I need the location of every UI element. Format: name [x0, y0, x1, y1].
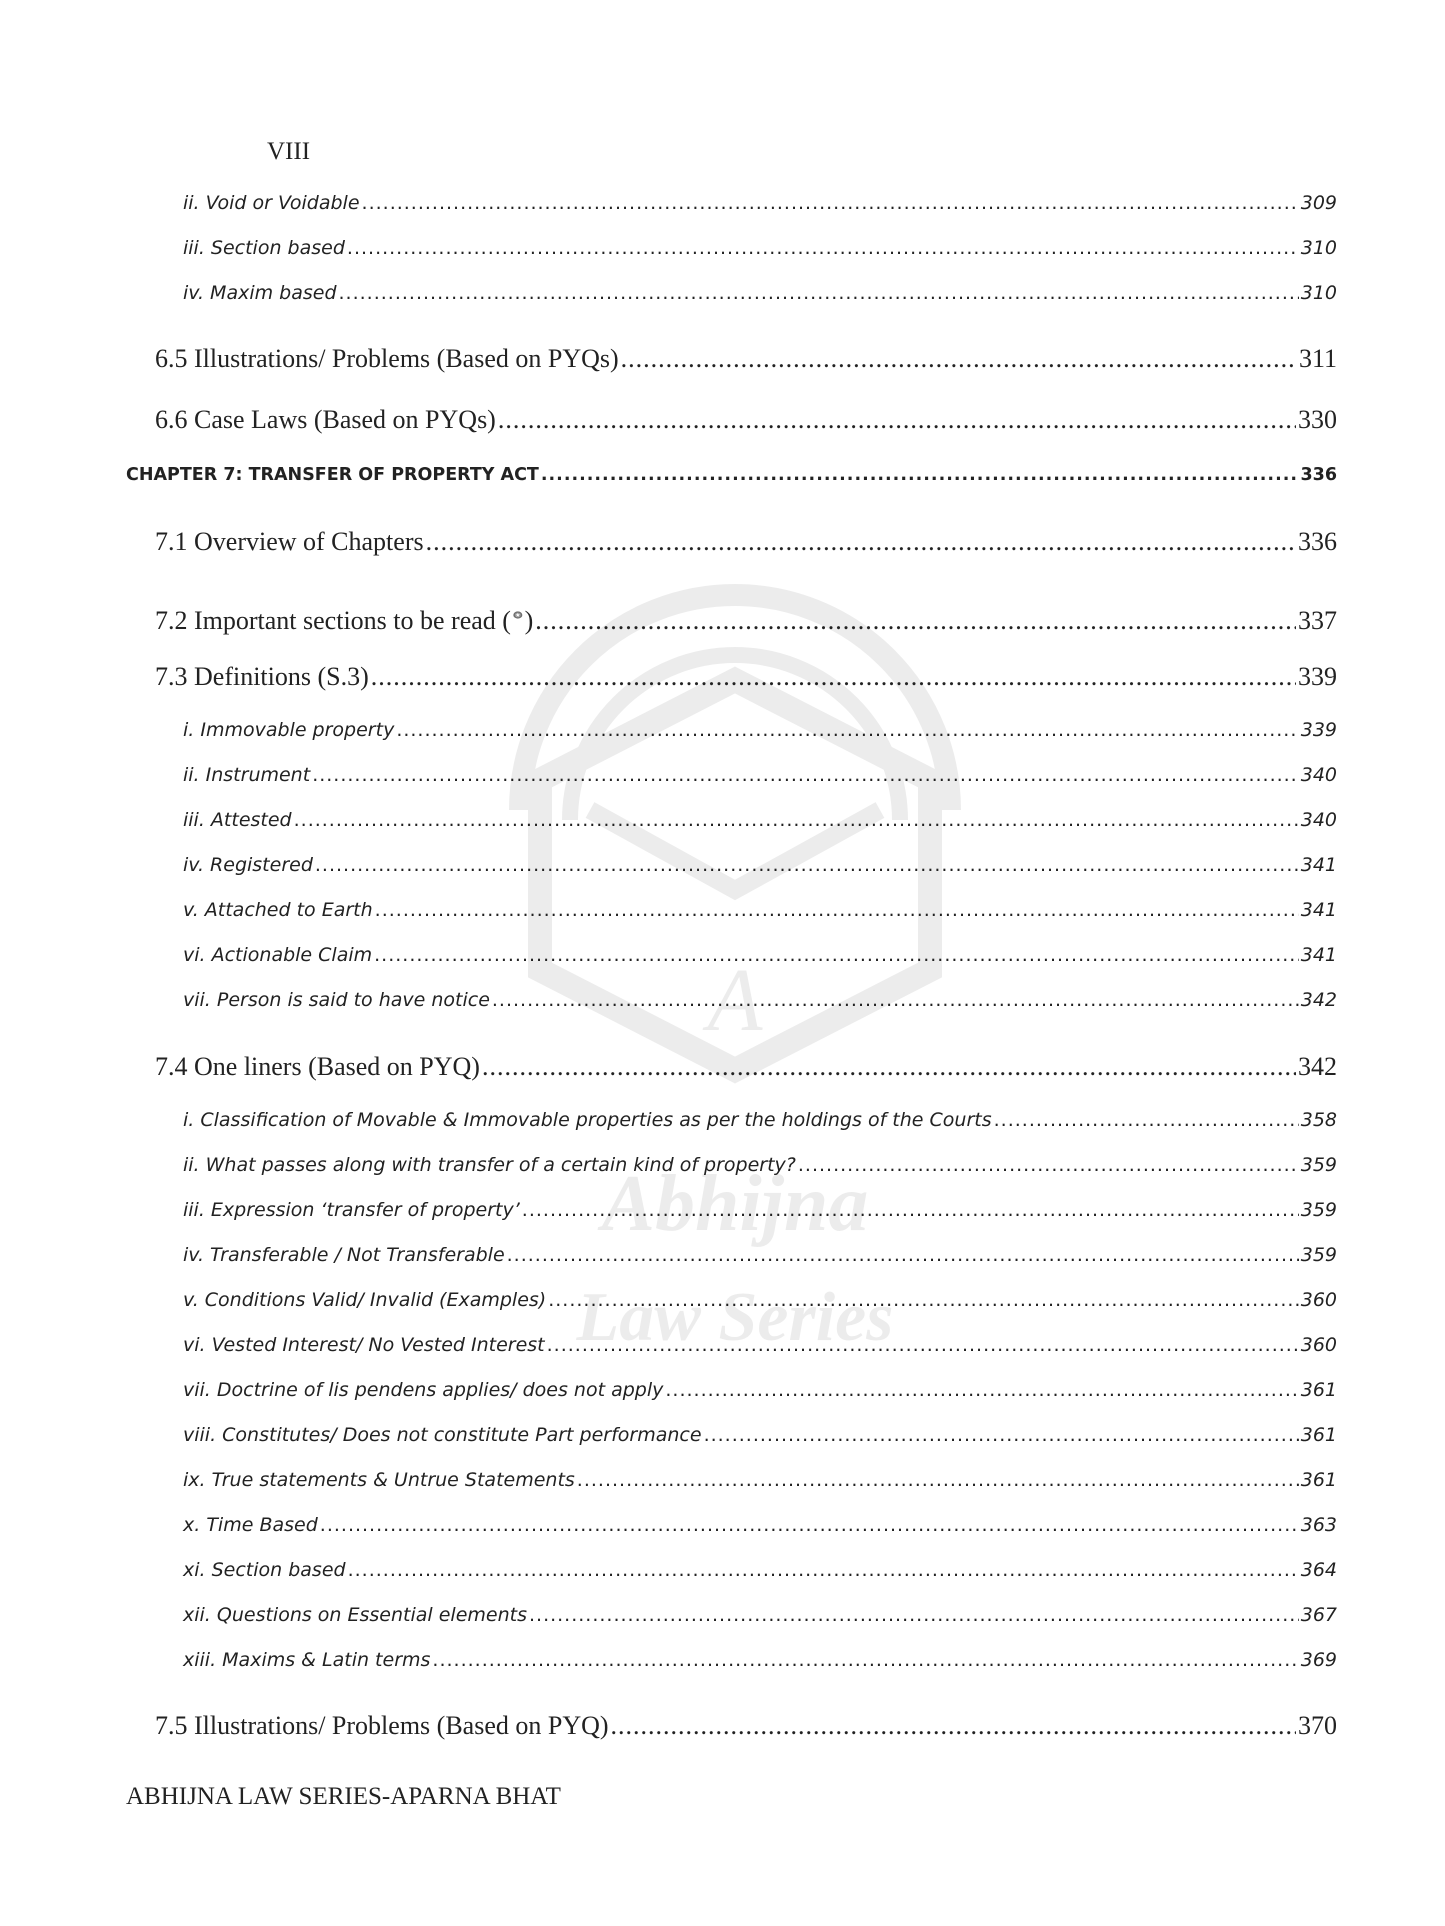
toc-page-number: 337 [1298, 606, 1337, 635]
dot-leader [547, 1334, 1299, 1356]
dot-leader [375, 899, 1299, 921]
toc-entry-title: i. Classification of Movable & Immovable properties as per the holdings of the Courts [183, 1109, 992, 1131]
dot-leader [704, 1424, 1299, 1446]
toc-page-number: 370 [1298, 1711, 1337, 1740]
dot-leader [611, 1711, 1296, 1741]
toc-page-number: 340 [1300, 764, 1337, 786]
toc-subentry[interactable] [183, 764, 1337, 786]
dot-leader [548, 1289, 1299, 1311]
toc-page-number: 360 [1300, 1289, 1337, 1311]
dot-leader [371, 662, 1296, 692]
toc-subentry[interactable] [183, 1109, 1337, 1131]
toc-entry-title: v. Conditions Valid/ Invalid (Examples) [183, 1289, 547, 1311]
toc-subentry[interactable] [183, 899, 1337, 921]
dot-leader [432, 1649, 1298, 1671]
toc-entry-title: iv. Registered [183, 854, 313, 876]
toc-entry-title: 7.5 Illustrations/ Problems (Based on PYQ) [155, 1711, 609, 1740]
dot-leader [374, 944, 1299, 966]
toc-page-number: 341 [1300, 854, 1337, 876]
toc-page-number: 309 [1300, 192, 1337, 214]
toc-entry-title: iii. Attested [183, 809, 292, 831]
dot-leader [577, 1469, 1299, 1491]
toc-entry-title: 6.5 Illustrations/ Problems (Based on PYQs) [155, 344, 619, 373]
dot-leader [492, 989, 1299, 1011]
toc-page-number: 358 [1300, 1109, 1337, 1131]
toc-subentry[interactable] [183, 1649, 1337, 1671]
toc-page-number: 359 [1300, 1199, 1337, 1221]
toc-page-number: 359 [1300, 1244, 1337, 1266]
toc-entry-title: vii. Doctrine of lis pendens applies/ does not apply [183, 1379, 664, 1401]
toc-page-number: 361 [1300, 1424, 1337, 1446]
toc-subentry[interactable] [183, 1604, 1337, 1626]
toc-subentry[interactable] [183, 237, 1337, 259]
toc-section-entry[interactable] [155, 1711, 1337, 1741]
dot-leader [665, 1379, 1298, 1401]
toc-entry-title: iii. Expression ‘transfer of property’ [183, 1199, 520, 1221]
dot-leader [339, 282, 1299, 304]
toc-page-number: 310 [1300, 237, 1337, 259]
toc-subentry[interactable] [183, 944, 1337, 966]
toc-page-number: 359 [1300, 1154, 1337, 1176]
toc-entry-title-suffix: ) [524, 606, 534, 635]
dot-leader [426, 527, 1296, 557]
toc-section-entry[interactable] [155, 662, 1337, 692]
toc-page-number: 367 [1300, 1604, 1337, 1626]
svg-text:A: A [707, 951, 763, 1050]
toc-page-number: 360 [1300, 1334, 1337, 1356]
toc-page-number: 340 [1300, 809, 1337, 831]
watermark-line2: Law Series [576, 1279, 894, 1356]
toc-page-number: 364 [1300, 1559, 1337, 1581]
toc-entry-title: iii. Section based [183, 237, 345, 259]
toc-page-number: 361 [1300, 1469, 1337, 1491]
toc-page-number: 330 [1298, 405, 1337, 434]
toc-subentry[interactable] [183, 1199, 1337, 1221]
dot-leader [535, 606, 1296, 636]
toc-entry-title: ii. Void or Voidable [183, 192, 360, 214]
toc-entry-title: xi. Section based [183, 1559, 346, 1581]
toc-section-entry[interactable] [155, 601, 1337, 636]
page-footer: ABHIJNA LAW SERIES-APARNA BHAT [126, 1783, 561, 1810]
toc-subentry[interactable] [183, 1334, 1337, 1356]
toc-entry-title: 7.4 One liners (Based on PYQ) [155, 1052, 480, 1081]
toc-entry-title: i. Immovable property [183, 719, 395, 741]
toc-entry-title: ix. True statements & Untrue Statements [183, 1469, 575, 1491]
toc-entry-title: xii. Questions on Essential elements [183, 1604, 527, 1626]
toc-subentry[interactable] [183, 282, 1337, 304]
toc-entry-title: CHAPTER 7: TRANSFER OF PROPERTY ACT [126, 465, 539, 485]
toc-page-number: 361 [1300, 1379, 1337, 1401]
toc-page-number: 339 [1300, 719, 1337, 741]
dot-leader [294, 809, 1299, 831]
dot-leader [994, 1109, 1299, 1131]
toc-entry-title: v. Attached to Earth [183, 899, 373, 921]
toc-page-number: 310 [1300, 282, 1337, 304]
toc-entry-title: ii. Instrument [183, 764, 311, 786]
toc-page-number: 369 [1300, 1649, 1337, 1671]
toc-subentry[interactable] [183, 1514, 1337, 1536]
toc-subentry[interactable] [183, 1289, 1337, 1311]
dot-leader [507, 1244, 1299, 1266]
toc-page-number: 311 [1298, 344, 1337, 373]
toc-subentry[interactable] [183, 809, 1337, 831]
watermark-line1: Abhijna [601, 1160, 869, 1248]
toc-subentry[interactable] [183, 1469, 1337, 1491]
toc-subentry[interactable] [183, 1559, 1337, 1581]
toc-page-number: 341 [1300, 944, 1337, 966]
page-roman-numeral: VIII [267, 138, 311, 165]
dot-leader [798, 1154, 1299, 1176]
toc-page-number: 342 [1300, 989, 1337, 1011]
toc-section-entry[interactable] [155, 405, 1337, 435]
toc-entry-title: iv. Transferable / Not Transferable [183, 1244, 505, 1266]
toc-subentry[interactable] [183, 1244, 1337, 1266]
toc-entry-title: 7.1 Overview of Chapters [155, 527, 424, 556]
dot-leader [315, 854, 1299, 876]
toc-page-number: 341 [1300, 899, 1337, 921]
toc-subentry[interactable] [183, 989, 1337, 1011]
dot-leader [541, 465, 1299, 485]
toc-page-number: 336 [1300, 465, 1337, 485]
toc-entry-title: 7.2 Important sections to be read ( [155, 606, 511, 635]
toc-subentry[interactable] [183, 719, 1337, 741]
dot-leader [348, 1559, 1299, 1581]
toc-entry-title: x. Time Based [183, 1514, 318, 1536]
toc-page-number: 342 [1298, 1052, 1337, 1081]
dot-leader [498, 405, 1296, 435]
toc-subentry[interactable] [183, 1424, 1337, 1446]
dot-leader [312, 764, 1299, 786]
toc-entry-title: ii. What passes along with transfer of a certain kind of property? [183, 1154, 796, 1176]
dot-leader [482, 1052, 1296, 1082]
toc-entry-title: 7.3 Definitions (S.3) [155, 662, 369, 691]
dot-leader [347, 237, 1299, 259]
toc-section-entry[interactable] [155, 1052, 1337, 1082]
star-badge-icon [513, 601, 523, 629]
toc-entry-title: xiii. Maxims & Latin terms [183, 1649, 431, 1671]
toc-chapter-entry[interactable] [126, 465, 1337, 485]
toc-entry-title: iv. Maxim based [183, 282, 337, 304]
dot-leader [320, 1514, 1299, 1536]
toc-entry-title: vii. Person is said to have notice [183, 989, 490, 1011]
toc-subentry[interactable] [183, 854, 1337, 876]
dot-leader [396, 719, 1298, 741]
toc-page-number: 363 [1300, 1514, 1337, 1536]
toc-section-entry[interactable] [155, 527, 1337, 557]
toc-entry-title: vi. Actionable Claim [183, 944, 373, 966]
toc-entry-title: vi. Vested Interest/ No Vested Interest [183, 1334, 545, 1356]
toc-page-number: 336 [1298, 527, 1337, 556]
toc-page-number: 339 [1298, 662, 1337, 691]
toc-entry-title: 6.6 Case Laws (Based on PYQs) [155, 405, 496, 434]
toc-subentry[interactable] [183, 192, 1337, 214]
toc-subentry[interactable] [183, 1379, 1337, 1401]
toc-subentry[interactable] [183, 1154, 1337, 1176]
dot-leader [621, 344, 1297, 374]
dot-leader [362, 192, 1299, 214]
dot-leader [522, 1199, 1299, 1221]
toc-section-entry[interactable] [155, 344, 1337, 374]
dot-leader [529, 1604, 1299, 1626]
toc-entry-title: viii. Constitutes/ Does not constitute Part performance [183, 1424, 702, 1446]
